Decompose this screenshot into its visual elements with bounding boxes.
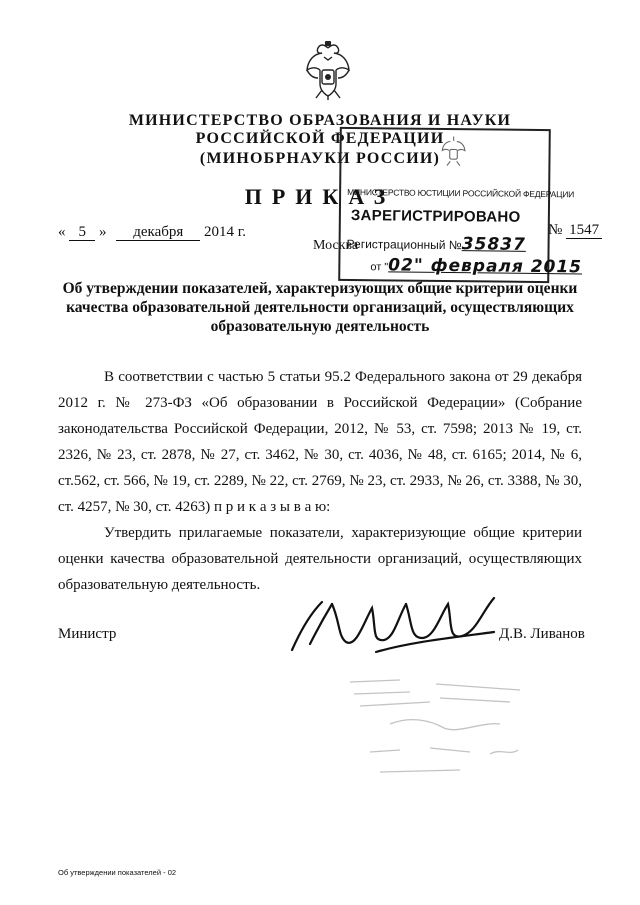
document-number bbox=[548, 222, 602, 239]
ministry-name-continued: РОССИЙСКОЙ ФЕДЕРАЦИИ bbox=[195, 130, 445, 147]
stamp-registration-date bbox=[370, 255, 582, 277]
document-type: ПРИКАЗ bbox=[244, 184, 396, 209]
faded-approval-stamp bbox=[340, 672, 530, 782]
stamp-reg-number: 35837 bbox=[461, 234, 526, 255]
stamp-emblem-icon bbox=[439, 134, 467, 168]
stamp-organization: МИНИСТЕРСТВО ЮСТИЦИИ РОССИЙСКОЙ ФЕДЕРАЦИИ bbox=[347, 186, 575, 200]
registration-stamp bbox=[338, 127, 583, 283]
signatory-name: Д.В. Ливанов bbox=[499, 626, 585, 642]
document-date bbox=[58, 224, 246, 241]
body-paragraph-2: Утвердить прилагаемые показатели, характеризующие общие критерии оценки качества образовательной деятельности организаций, осуществляющих образовательную деятельность. bbox=[58, 525, 582, 593]
date-year: 2014 г. bbox=[204, 224, 246, 240]
ministry-short-name: (МИНОБРНАУКИ РОССИИ) bbox=[199, 150, 441, 167]
document-title: Об утверждении показателей, характеризующих общие критерии оценки качества образовательной деятельности организаций, осуществляющих образовательную деятельность bbox=[62, 280, 578, 335]
date-close-quote: » bbox=[99, 224, 107, 240]
document-place: Москва bbox=[313, 238, 359, 253]
handwritten-signature bbox=[280, 592, 500, 662]
date-day: 5 bbox=[69, 225, 95, 241]
coat-of-arms-icon bbox=[302, 40, 354, 102]
page-footer: Об утверждении показателей - 02 bbox=[58, 868, 177, 877]
stamp-status: ЗАРЕГИСТРИРОВАНО bbox=[350, 207, 521, 226]
number-value: 1547 bbox=[566, 223, 602, 239]
stamp-registration-number bbox=[346, 233, 525, 255]
signatory-position: Министр bbox=[58, 626, 117, 642]
date-month: декабря bbox=[116, 225, 200, 241]
stamp-from-label: от " bbox=[370, 261, 389, 274]
ministry-name: МИНИСТЕРСТВО ОБРАЗОВАНИЯ И НАУКИ bbox=[128, 112, 512, 129]
stamp-reg-label: Регистрационный № bbox=[346, 236, 462, 253]
date-open-quote: « bbox=[58, 224, 66, 240]
stamp-from-date: 02" февраля 2015 bbox=[388, 255, 583, 278]
number-sign: № bbox=[548, 222, 563, 238]
body-paragraph-1: В соответствии с частью 5 статьи 95.2 Федерального закона от 29 декабря 2012 г. № 273-ФЗ «Об образовании в Российской Федерации» (Собрание законодательства Российской Федерации, 2012, № 53, ст. 7598; 2013 № 19, ст. 2326, № 23, ст. 2878, № 27, ст. 3462, № 30, ст. 4036, № 48, ст. 6165; 2014, № 6, ст.562, ст. 566, № 19, ст. 2289, № 22, ст. 2769, № 23, ст. 2933, № 26, ст. 3388, № 30, ст. 4257, № 30, ст. 4263) п р и к а з ы в а ю: bbox=[58, 369, 582, 515]
